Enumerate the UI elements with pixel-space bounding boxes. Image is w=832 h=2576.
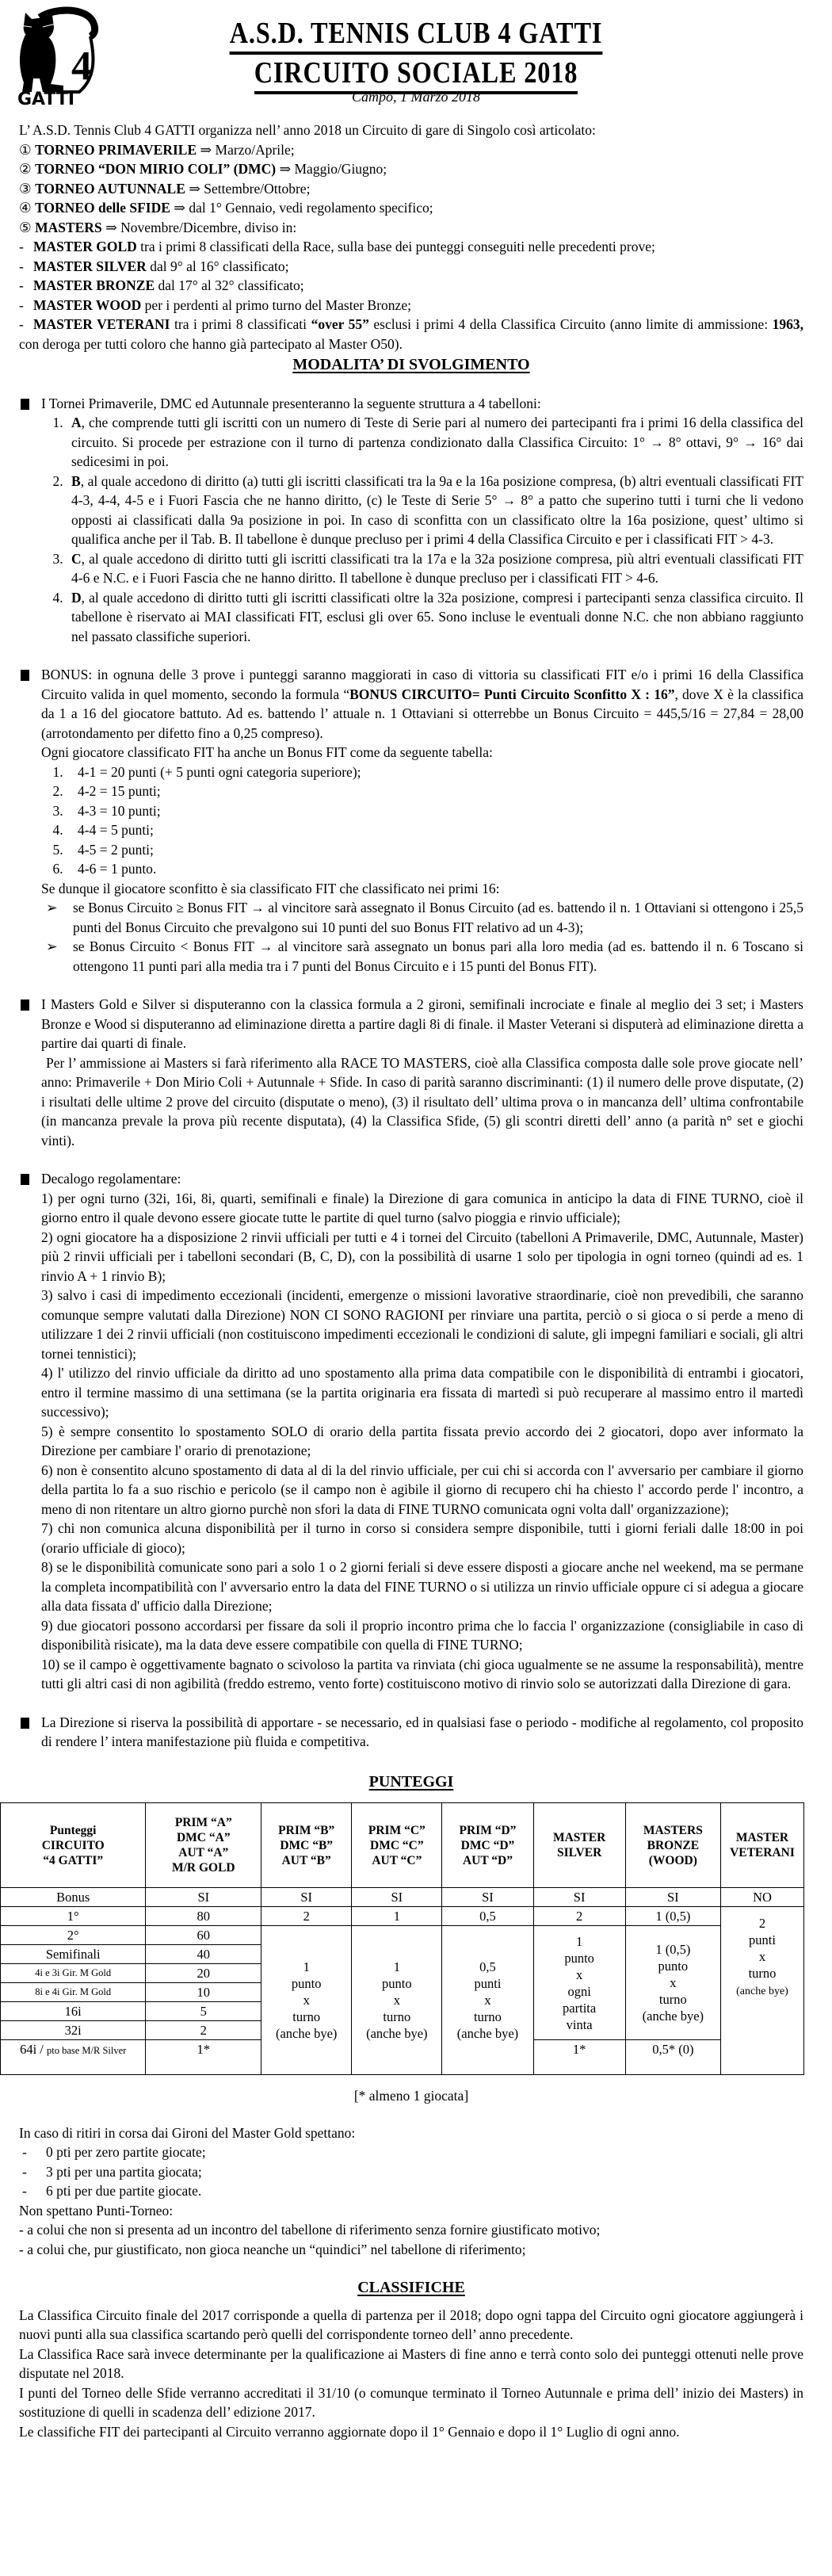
fit-bonus-item: 1. 4-1 = 20 punti (+ 5 punti ogni categoria superiore);	[67, 762, 803, 782]
table-cell: SI	[146, 1888, 261, 1907]
bonus-text: BONUS: in ognuna delle 3 prove i punteggi saranno maggiorati in caso di vittoria su classificati FIT e/o i primi 16 della Classifica Circuito valida in quel momento, secondo la formula “BONUS CIRCUITO= Punti Circuito Sconfitto X : 16”, dove X è la classifica da 1 a 16 del giocatore battuto. Ad es. battendo l’ attuale n. 1 Ottaviani si otterrebbe un Bonus Circuito = 445,5/16 = 27,84 = 28,00 (arrotondamento per difetto fino a 0,25 compreso).	[41, 667, 803, 741]
master-item-veterani: - MASTER VETERANI tra i primi 8 classificati “over 55” esclusi i primi 4 della Classifica Circuito (anno limite di ammissione: 1963, con deroga per tutti coloro che hanno già partecipato al Master O50).	[19, 316, 804, 352]
punteggi-section	[19, 1772, 803, 2106]
race-to-masters-text: Per l’ ammissione ai Masters si farà riferimento alla RACE TO MASTERS, cioè alla Classifica composta dalle sole prove giocate nell’ anno: Primaverile + Don Mirio Coli + Autunnale + Sfide. In caso di parità saranno discriminanti: (1) il numero delle prove disputate, (2) i risultati delle ultime 2 prove del circuito (disputate o meno), (3) il risultato dell’ ultima prova o in mancanza dell’ ultima confrontabile (in mancanza prevale la prova più recente disputata), (4) la Classifica Sfide, (5) gli scontri diretti dell’ anno (a parità n° set e giochi vinti).	[41, 1054, 803, 1148]
ritiri-item: - 6 pti per due partite giocate.	[22, 2183, 202, 2199]
row-label: 4i e 3i Gir. M Gold	[1, 1964, 146, 1983]
header-cell: PRIM “C” DMC “C” AUT “C”	[352, 1803, 442, 1888]
rule-item: 8) se le disponibilità comunicate sono pari a solo 1 o 2 giorni feriali si deve essere disposti a giocare anche nel weekend, ma se permane la completa incompatibilità con l' avversario entro la data del FINE TURNO o si utilizza un rinvio ufficiale oppure ci si adegua a giocare alla data fissata d' ufficio dalla Direzione;	[41, 1559, 803, 1614]
master-item: - MASTER SILVER dal 9° al 16° classificato;	[19, 258, 289, 274]
intro-lead: L’ A.S.D. Tennis Club 4 GATTI organizza nell’ anno 2018 un Circuito di gare di Singolo così articolato:	[19, 122, 596, 138]
classifiche-paragraph: Le classifiche FIT dei partecipanti al Circuito verranno aggiornate dopo il 1° Gennaio e dopo il 1° Luglio di ogni anno.	[19, 2423, 680, 2440]
non-spettano-item: - a colui che, pur giustificato, non gioca neanche un “quindici” nel tabellone di riferimento;	[19, 2241, 526, 2257]
fit-bonus-item: 6. 4-6 = 1 punto.	[67, 859, 803, 879]
header-cell: PRIM “B” DMC “B” AUT “B”	[261, 1803, 352, 1888]
classifiche-paragraph: La Classifica Circuito finale del 2017 corrisponde a quella di partenza per il 2018; dopo ogni tappa del Circuito ogni giocatore aggiungerà i nuovi punti alla sua classifica scartando però quelli del corrispondente torneo dell’ anno precedente.	[19, 2307, 803, 2342]
ritiri-item: - 0 pti per zero partite giocate;	[22, 2144, 206, 2160]
document-body	[19, 120, 803, 2441]
table-header-row	[1, 1803, 804, 1888]
masters-format-block	[19, 995, 803, 1150]
table-cell: 20	[146, 1964, 261, 1983]
ritiri-item: - 3 pti per una partita giocata;	[22, 2163, 202, 2180]
tabellone-item: 3. C, al quale accedono di diritto tutti gli iscritti classificati tra la 17a e la 32a posizione compresa, più altri eventuali classificati FIT 4-6 e N.C. e i Fuori Fascia che ne hanno diritto. Il tabellone è dunque precluso per i classificati FIT > 4-6.	[67, 549, 803, 588]
table-row	[1, 1907, 804, 1926]
svg-text:GATTI: GATTI	[17, 90, 75, 106]
rule-item: 5) è sempre consentito lo spostamento SOLO di orario della partita fissata previo accordo dei 2 giocatori, dopo aver informato la Direzione per cambiare l' orario di prenotazione;	[41, 1423, 803, 1458]
square-bullet-icon	[21, 670, 29, 681]
table-cell: 40	[146, 1945, 261, 1964]
classifiche-paragraph: La Classifica Race sarà invece determinante per la qualificazione ai Masters di fine anno e terrà conto solo dei punteggi ottenuti nelle prove disputate nel 2018.	[19, 2345, 803, 2381]
square-bullet-icon	[21, 399, 29, 410]
table-cell: 0,5* (0)	[625, 2040, 720, 2075]
master-item: - MASTER WOOD per i perdenti al primo turno del Master Bronze;	[19, 296, 411, 313]
direzione-block	[19, 1713, 803, 1752]
square-bullet-icon	[21, 1718, 29, 1729]
rule-item: 2) ogni giocatore ha a disposizione 2 rinvii ufficiali per tutti e 4 i tornei del Circuito (tabelloni A Primaverile, DMC, Autunnale, Master) più 2 rinvii ufficiali per i tabelloni secondari (B, C, D), con la possibilità di usarne 1 solo per tipologia in ogni torneo (quindi ad es. 1 rinvio A + 1 rinvio B);	[41, 1229, 803, 1284]
table-cell: SI	[442, 1888, 533, 1907]
ritiri-section	[19, 2123, 803, 2260]
row-label: 16i	[1, 2002, 146, 2021]
rule-item: 6) non è consentito alcuno spostamento di data al di la del rinvio ufficiale, per cui chi si accorda con l' avversario per cambiare il giorno della partita lo fa a suo rischio e pericolo (se il campo non è agibile il giorno di recupero chi ha chiesto l' accordo perde l' incontro, a meno di non ritentare un altro giorno purchè non sfori la data di FINE TURNO comunicata ogni volta dall' organizzazione);	[41, 1462, 803, 1517]
struttura-lead: I Tornei Primaverile, DMC ed Autunnale presenteranno la seguente struttura a 4 tabelloni:	[41, 395, 541, 411]
section-title-punteggi: PUNTEGGI	[368, 1772, 454, 1791]
table-cell: 1 (0,5)	[625, 1907, 720, 1926]
table-cell: 1*	[533, 2040, 625, 2075]
row-label: 32i	[1, 2021, 146, 2040]
struttura-block	[19, 394, 803, 647]
punteggi-table	[0, 1802, 804, 2075]
table-footnote: [* almeno 1 giocata]	[353, 2088, 469, 2104]
non-spettano-item: - a colui che non si presenta ad un incontro del tabellone di riferimento senza fornire giustificato motivo;	[19, 2222, 601, 2238]
masters-format-text: I Masters Gold e Silver si disputeranno con la classica formula a 2 gironi, semifinali incrociate e finale al meglio dei 3 set; i Masters Bronze e Wood si disputeranno ad eliminazione diretta a partire dagli 8i di finale. il Master Veterani si disputerà ad eliminazione diretta a partire dai quarti di finale.	[41, 996, 803, 1051]
rule-item: 4) l' utilizzo del rinvio ufficiale da diritto ad uno spostamento alla prima data compatibile con le disponibilità di entrambi i giocatori, entro il termine massimo di una settimana (se la partita originaria era fissata di martedì si può recuperare al massimo entro il martedì successivo);	[41, 1365, 803, 1420]
tournament-item: ④ TORNEO delle SFIDE ⇒ dal 1° Gennaio, vedi regolamento specifico;	[19, 200, 433, 216]
tabellone-item: 2. B, al quale accedono di diritto (a) tutti gli iscritti classificati tra la 9a e la 16a posizione compresa, (b) altri eventuali classificati FIT 4-3, 4-4, 4-5 e i Fuori Fascia che ne hanno diritto, (c) le Teste di Serie 5° → 8° a patto che superino tutti i turni che li vedono opposti ai classificati dalla 9a posizione in poi. In caso di sconfitta con un classificato oltre la 16a posizione, quest’ ultimo si qualifica anche per il Tab. B. Il tabellone è dunque precluso per i primi 4 della Classifica Circuito e per i classificati FIT > 4-3.	[67, 472, 803, 549]
header-cell: PRIM “A” DMC “A” AUT “A” M/R GOLD	[146, 1803, 261, 1888]
tournament-item: ③ TORNEO AUTUNNALE ⇒ Settembre/Ottobre;	[19, 180, 311, 197]
table-cell: 80	[146, 1907, 261, 1926]
classifiche-paragraph: I punti del Torneo delle Sfide verranno accreditati il 31/10 (o comunque terminato il Torneo Autunnale e prima dell’ inizio dei Masters) in sostituzione di quelli in scadenza dell’ edizione 2017.	[19, 2384, 803, 2420]
decalogo-block	[19, 1169, 803, 1694]
circuit-title: CIRCUITO SOCIALE 2018	[63, 55, 770, 90]
row-label: 64i / pto base M/R Silver	[1, 2040, 146, 2075]
row-label: 2°	[1, 1926, 146, 1945]
table-cell: 5	[146, 2002, 261, 2021]
tournament-item: ⑤ MASTERS ⇒ Novembre/Dicembre, diviso in:	[19, 219, 297, 235]
row-label: Semifinali	[1, 1945, 146, 1964]
non-spettano-lead: Non spettano Punti-Torneo:	[19, 2202, 174, 2219]
direzione-text: La Direzione si riserva la possibilità di apportare - se necessario, ed in qualsiasi fase o periodo - modifiche al regolamento, col proposito di rendere l’ intera manifestazione più fluida e competitiva.	[41, 1714, 803, 1749]
table-cell: 1*	[146, 2040, 261, 2075]
table-row	[1, 1888, 804, 1907]
tournament-item: ① TORNEO PRIMAVERILE ⇒ Marzo/Aprile;	[19, 141, 295, 158]
table-cell: NO	[720, 1888, 803, 1907]
row-label: Bonus	[1, 1888, 146, 1907]
merged-cell-b: 1 punto x turno (anche bye)	[261, 1926, 352, 2075]
table-cell: 10	[146, 1983, 261, 2002]
table-cell: 2	[261, 1907, 352, 1926]
classifiche-section	[19, 2278, 803, 2441]
table-cell: 60	[146, 1926, 261, 1945]
header-cell: Punteggi CIRCUITO “4 GATTI”	[1, 1803, 146, 1888]
master-item: - MASTER BRONZE dal 17° al 32° classificato;	[19, 277, 304, 293]
tabellone-item: 1. A, che comprende tutti gli iscritti con un numero di Teste di Serie pari al numero dei partecipanti fra i primi 16 della classifica del circuito. Si procede per estrazione con il turno di partenza condizionato dalla Classifica Circuito: 1° → 8° ottavi, 9° → 16° dai sedicesimi in poi.	[67, 413, 803, 472]
master-item: - MASTER GOLD tra i primi 8 classificati della Race, sulla base dei punteggi conseguiti nelle precedenti prove;	[19, 239, 655, 254]
row-label: 1°	[1, 1907, 146, 1926]
arrow-bullet-icon: ➢	[46, 900, 58, 915]
cases-lead: Se dunque il giocatore sconfitto è sia classificato FIT che classificato nei primi 16:	[41, 880, 500, 896]
rule-item: 7) chi non comunica alcuna disponibilità per il turno in corso si considera sempre disponibile, tutti i giorni feriali dalle 18:00 in poi (orario ufficiale di gioco);	[41, 1520, 803, 1556]
header-cell: PRIM “D” DMC “D” AUT “D”	[442, 1803, 533, 1888]
tournament-item: ② TORNEO “DON MIRIO COLI” (DMC) ⇒ Maggio/Giugno;	[19, 161, 387, 177]
bonus-block	[19, 665, 803, 976]
fit-bonus-list	[41, 762, 803, 879]
svg-text:4: 4	[71, 44, 92, 89]
merged-cell-veterani: 2 punti x turno (anche bye)	[720, 1907, 803, 2075]
table-cell: 2	[533, 1907, 625, 1926]
tournament-list	[19, 140, 803, 354]
table-cell: SI	[352, 1888, 442, 1907]
header-cell: MASTER SILVER	[533, 1803, 625, 1888]
row-label: 8i e 4i Gir. M Gold	[1, 1983, 146, 2002]
tabelloni-list	[41, 413, 803, 646]
document-date: Campo, 1 Marzo 2018	[351, 89, 480, 105]
table-cell: 2	[146, 2021, 261, 2040]
rule-item: 10) se il campo è oggettivamente bagnato o scivoloso la partita va rinviata (chi gioca ugualmente se ne assume la responsabilità), mentre tutti gli altri casi di non agibilità (freddo estremo, vento forte) costituiscono motivo di rinvio solo se autorizzati dalla Direzione di gara.	[41, 1656, 803, 1691]
decalogo-lead: Decalogo regolamentare:	[41, 1171, 181, 1187]
table-cell: 1	[352, 1907, 442, 1926]
tabellone-item: 4. D, al quale accedono di diritto tutti gli iscritti classificati oltre la 32a posizione, compresi i partecipanti senza classifica circuito. Il tabellone è riservato ai MAI classificati FIT, esclusi gli over 65. Sono incluse le eventuali donne N.C. che non abbiano raggiunto nel passato classifiche superiori.	[67, 588, 803, 647]
table-cell: SI	[625, 1888, 720, 1907]
club-title: A.S.D. TENNIS CLUB 4 GATTI	[63, 16, 770, 51]
rule-item: 3) salvo i casi di impedimento eccezionali (incidenti, emergenze o missioni lavorative straordinarie, cioè non prevedibili, che saranno comunque sempre valutati dalla Direzione) NON CI SONO RAGIONI per rinviare una partita, perciò o si gioca o si perde a meno di utilizzare 1 dei 2 rinvii ufficiali (non costituiscono impedimenti eccezionali le condizioni di salute, gli impegni familiari e sociali, gli altri tornei tennistici);	[41, 1287, 803, 1362]
square-bullet-icon	[21, 999, 29, 1011]
header-cell: MASTERS BRONZE (WOOD)	[625, 1803, 720, 1888]
merged-cell-silver: 1 punto x ogni partita vinta	[533, 1926, 625, 2040]
table-cell: SI	[533, 1888, 625, 1907]
fit-bonus-item: 2. 4-2 = 15 punti;	[67, 782, 803, 801]
merged-cell-c: 1 punto x turno (anche bye)	[352, 1926, 442, 2075]
table-cell: 0,5	[442, 1907, 533, 1926]
section-title-modalita: MODALITA’ DI SVOLGIMENTO	[292, 356, 530, 373]
ritiri-list	[19, 2142, 803, 2201]
header-cell: MASTER VETERANI	[720, 1803, 803, 1888]
fit-lead: Ogni giocatore classificato FIT ha anche un Bonus FIT come da seguente tabella:	[41, 744, 493, 760]
square-bullet-icon	[21, 1174, 29, 1185]
rule-item: 9) due giocatori possono accordarsi per fissare da soli il proprio incontro prima che lo faccia l' organizzazione (consigliabile in caso di disponibilità risicate), ma la data deve essere compatibile con quella di FINE TURNO;	[41, 1617, 803, 1653]
fit-bonus-item: 5. 4-5 = 2 punti;	[67, 840, 803, 860]
table-row	[1, 1926, 804, 1945]
ritiri-lead: In caso di ritiri in corsa dai Gironi del Master Gold spettano:	[19, 2124, 356, 2141]
bonus-case: ➢ se Bonus Circuito ≥ Bonus FIT → al vincitore sarà assegnato il Bonus Circuito (ad es. battendo il n. 1 Ottaviani si ottengono i 25,5 punti del Bonus Circuito che prevalgono sui 10 punti del suo Bonus FIT relativo ad un 4-3);	[46, 900, 803, 935]
table-cell: SI	[261, 1888, 352, 1907]
bonus-case: ➢ se Bonus Circuito < Bonus FIT → al vincitore sarà assegnato un bonus pari alla loro media (ad es. battendo il n. 6 Toscano si ottengono 11 punti pari alla media tra i 7 punti del Bonus Circuito e i 15 punti del Bonus FIT).	[46, 938, 803, 974]
merged-cell-bronze: 1 (0,5) punto x turno (anche bye)	[625, 1926, 720, 2040]
fit-bonus-item: 3. 4-3 = 10 punti;	[67, 801, 803, 821]
fit-bonus-item: 4. 4-4 = 5 punti;	[67, 820, 803, 840]
merged-cell-d: 0,5 punti x turno (anche bye)	[442, 1926, 533, 2075]
rule-item: 1) per ogni turno (32i, 16i, 8i, quarti, semifinali e finale) la Direzione di gara comunica in anticipo la data di FINE TURNO, cioè il giorno entro il quale devono essere giocate tutte le partite di quel turno (salvo pioggia e rinvio ufficiale);	[41, 1190, 803, 1225]
section-title-classifiche: CLASSIFICHE	[357, 2279, 465, 2296]
arrow-bullet-icon: ➢	[46, 938, 58, 954]
